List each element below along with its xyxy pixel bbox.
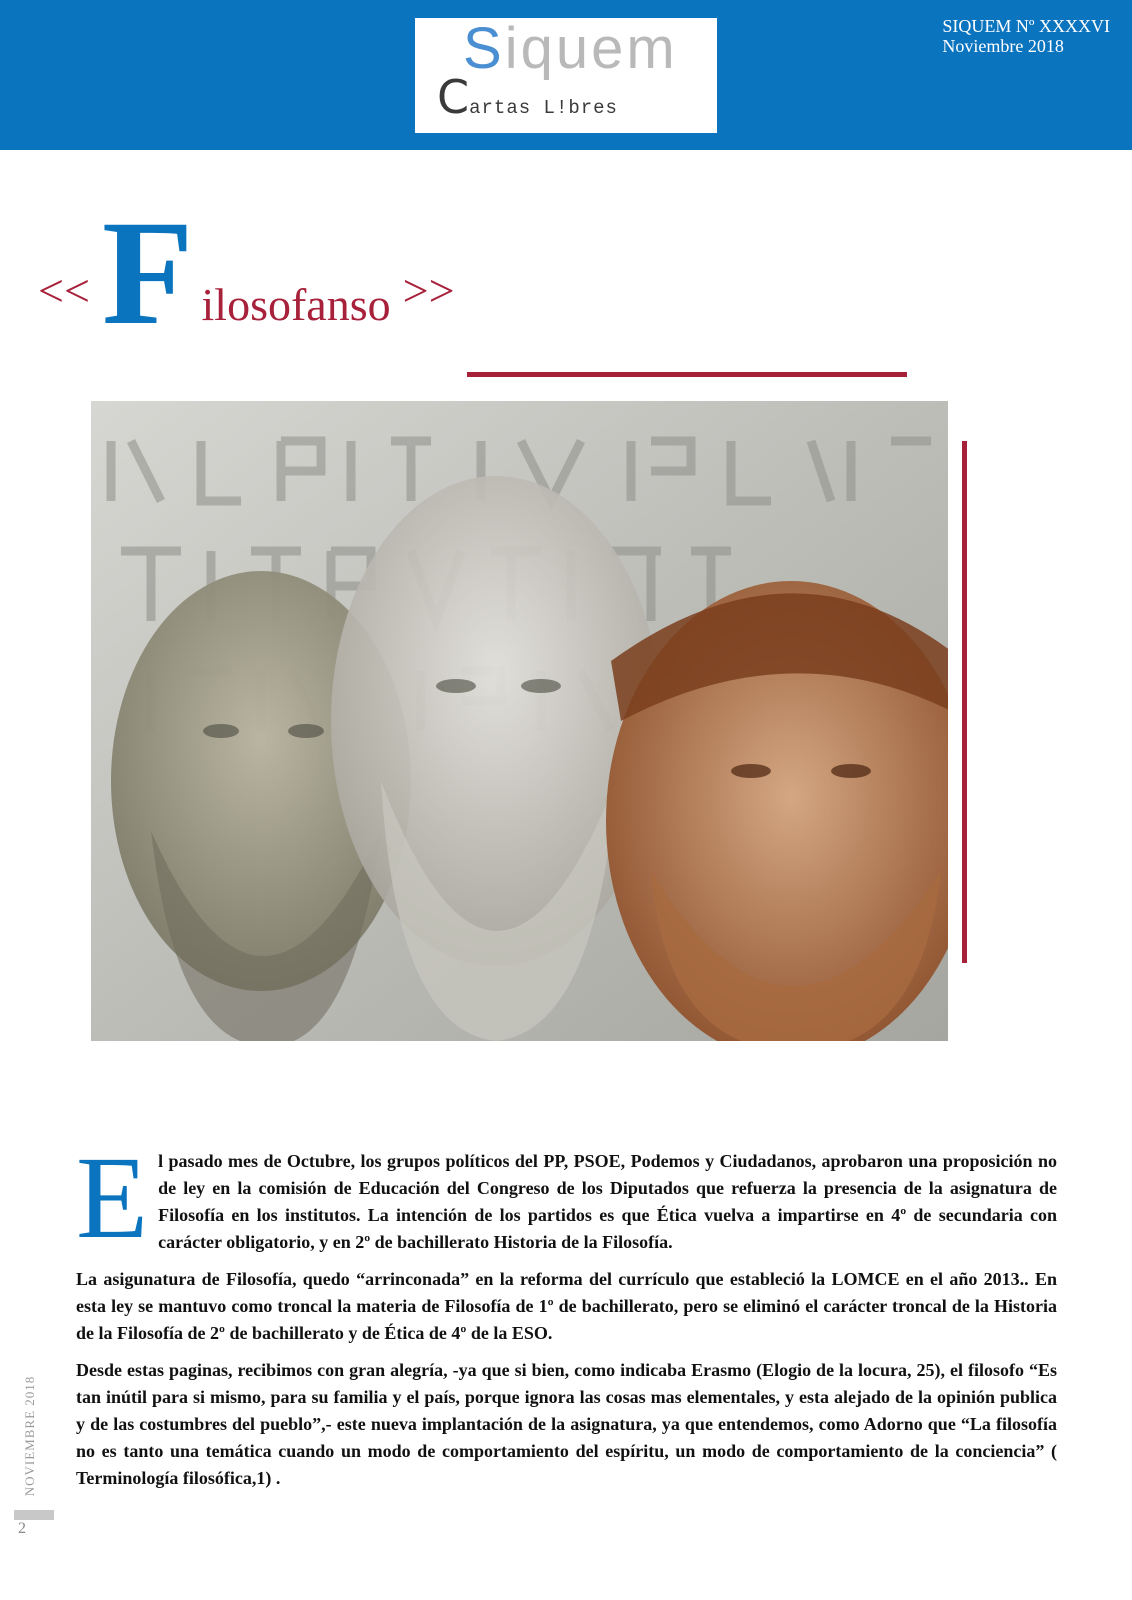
title-initial: F — [101, 190, 194, 356]
footer-bar — [14, 1510, 54, 1520]
title-rest: ilosofanso — [201, 279, 391, 330]
siquem-logo — [415, 18, 717, 133]
issue-info — [942, 16, 1110, 56]
side-date-label — [18, 1368, 40, 1508]
logo-sub-text: Cartas L!bres — [437, 70, 618, 124]
issue-number: SIQUEM Nº XXXXVI — [942, 16, 1110, 36]
title-open-quotes: << — [38, 265, 90, 316]
article-body — [76, 1132, 1057, 1502]
issue-date: Noviembre 2018 — [942, 36, 1064, 56]
article-title — [38, 190, 455, 356]
title-rule — [467, 372, 907, 377]
side-date-text: NOVIEMBRE 2018 — [22, 1375, 37, 1497]
title-close-quotes: >> — [402, 265, 455, 316]
page-number: 2 — [18, 1520, 26, 1537]
logo-main-text: Siquem — [463, 16, 678, 81]
philosopher-busts-image — [91, 401, 948, 1041]
paragraph-1: l pasado mes de Octubre, los grupos políticos del PP, PSOE, Podemos y Ciudadanos, aprobaron una proposición no de ley en la comisión de Educación del Congreso de los Diputados que refuerza la presencia de la asignatura de Filosofía en los institutos. La intención de los partidos es que Ética vuelva a impartirse en 4º de secundaria con carácter obligatorio, y en 2º de bachillerato Historia de la Filosofía. — [158, 1151, 1057, 1252]
paragraph-2: La asigunatura de Filosofía, quedo “arrinconada” en la reforma del currículo que estableció la LOMCE en el año 2013.. En esta ley se mantuvo como troncal la materia de Filosofía de 1º de bachillerato, pero se eliminó el carácter troncal de la Historia de la Filosofía de 2º de bachillerato y de Ética de 4º de la ESO. — [76, 1269, 1057, 1343]
header-band — [0, 0, 1132, 150]
drop-cap: E — [76, 1132, 149, 1263]
paragraph-3: Desde estas paginas, recibimos con gran alegría, -ya que si bien, como indicaba Erasmo (Elogio de la locura, 25), el filosofo “Es tan inútil para si mismo, para su familia y el país, porque ignora las cosas mas elementales, y esta alejado de la opinión publica y de las costumbres del pueblo”,- este nueva implantación de la asignatura, ya que entendemos, como Adorno que “La filosofía no es tanto una temática cuando un modo de comportamiento del espíritu, un modo de comportamiento de la conciencia” ( Terminología filosófica,1) . — [76, 1360, 1057, 1488]
side-rule — [962, 441, 967, 963]
